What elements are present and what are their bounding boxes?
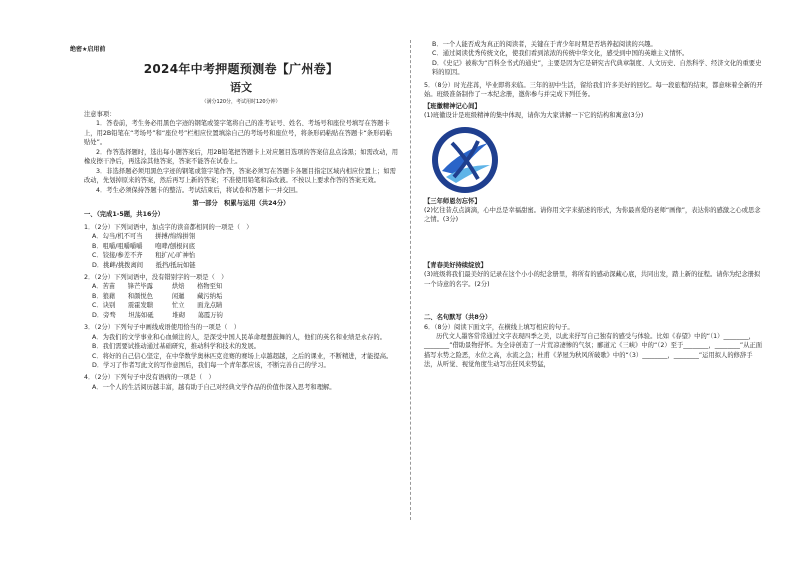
question-1-option[interactable]: A．勾当/机不可当 拼搏/绵绵拼翎	[92, 233, 196, 241]
task2-heading: 【三年师恩勿忘怀】	[424, 197, 481, 205]
question-1-option[interactable]: B．咀嚼/咀嚼嚼嚼 咆哮/刨根问底	[92, 242, 196, 250]
task3-heading: 【青春美好持续绽放】	[424, 261, 487, 269]
question-2-option[interactable]: C．诀别 震霍发聩 忙立 面龙点睛	[92, 302, 223, 310]
question-6-text: 历代文人墨客常常通过文字表现四季之美，以此来抒写自己独有的感受与体验。比如《春望》中的“（1）________，________”借助景物抒怀。为全诗创造了一片荒凉凄惨的气氛；郦道元《三峡》中的“（2）至于________，________”从正面描写水势之险恶，水位之高，水流之急；杜甫《茅屋为秋风所破歌》中的“（3）________，________”运用拟人的修辞手法，从听觉、视觉角度生动写出狂风来势猛，	[424, 333, 763, 369]
question-3-option[interactable]: B．我们需要试推动通过基础研究，推动科学和技术的发展。	[92, 343, 261, 351]
notice-item: 1．答卷前，考生务必用黑色字迹的钢笔或签字笔将自己的准考证号、姓名、考场号和座位号填写在答题卡上，用2B铅笔在“考场号”和“座位号”栏相应位置填涂自己的考场号和座位号，将条形码粘贴在答题卡“条形码粘贴处”。	[84, 120, 392, 147]
question-4-option[interactable]: A．一个人的生活阅历越丰富，越有助于自己对经典文学作品的价值作深入思考和理解。	[92, 383, 336, 391]
notice-item: 2．作答选择题时，选出每小题答案后，用2B铅笔把答题卡上对应题目选项的答案信息点涂黑；如需改动，用橡皮擦干净后，再选涂其他答案，答案不能答在试卷上。	[84, 148, 398, 166]
question-4-stem: 4．（2分）下列句子中没有语病的一项是（ ）	[84, 374, 215, 382]
section-two-heading: 二、名句默写（共8分）	[424, 314, 492, 322]
column-divider	[410, 40, 411, 520]
exam-note: （满分120分，考试用时120分钟）	[201, 98, 281, 105]
notice-item: 4．考生必须保持答题卡的整洁。考试结束后，将试卷和答题卡一并交回。	[96, 186, 302, 194]
notices-heading: 注意事项：	[84, 111, 116, 118]
task2-text: (2)忆往昔点点滴滴，心中总是幸福甜蜜。请你用文字来描述的形式，为你最喜爱的老师“画像”，表达你的感激之心或思念之情。(3分)	[424, 206, 761, 224]
question-2-stem: 2．（2分）下列词语中，没有错别字的一项是（ ）	[84, 274, 228, 281]
question-3-option[interactable]: D．学习了作者写此文的写作意图后，我们每一个青年都应该，不断完善自己的学习。	[92, 361, 330, 369]
question-2-option[interactable]: A．苦苗 锋芒毕露 烘焙 格物至知	[92, 283, 223, 291]
question-4-option[interactable]: D．《史记》被称为“百科全书式的通史”，主要是因为它是研究古代典章制度、人文历史、自然科学、经济文化的重要史料的原因。	[432, 59, 762, 77]
question-1-stem: 1．（2分）下列词语中，加点字的读音都相同的一项是（ ）	[84, 223, 253, 231]
task1-text: (1)班徽设计是班级精神的集中体现，请你为大家讲解一下它的结构和寓意(3分)	[424, 112, 644, 120]
question-1-option[interactable]: C．铰接/参差不齐 租扩/心旷神怡	[92, 252, 196, 260]
answer-space[interactable]	[424, 289, 764, 311]
class-emblem-logo	[430, 125, 500, 195]
emblem-icon	[430, 125, 500, 195]
question-2-option[interactable]: B．狼藉 和颜悦色 闲邋 藏污纳垢	[92, 292, 223, 300]
question-3-option[interactable]: C．将好的自己信心坚定，在中华数学奥林匹克竞赛的赛场上卓越超越，之后的课业，不断精进，才能提高。	[92, 352, 393, 360]
right-column	[424, 40, 764, 370]
question-6-stem: 6．（8分）阅读下面文字，在横线上填写相应的句子。	[424, 323, 574, 331]
notice-item: 3．非选择题必须用黑色字迹的钢笔或签字笔作答，答案必须写在答题卡各题目指定区域内相应位置上；如需改动，先划掉原来的答案，然后再写上新的答案；不准使用铅笔和涂改液。不按以上要求作答的答案无效。	[84, 167, 396, 185]
question-1-option[interactable]: D．挑衅/挑拨离间 抵挡/抵玩如链	[92, 261, 196, 269]
section-one-heading: 一、（完成1-5题，共16分）	[84, 211, 164, 219]
part1-heading: 第一部分 积累与运用（共24分）	[192, 199, 290, 207]
question-3-stem: 3．（2分）下列句子中画线成语使用恰当的一项是（ ）	[84, 324, 240, 332]
answer-space[interactable]	[424, 225, 764, 259]
exam-title: 2024年中考押题预测卷【广州卷】	[143, 62, 339, 76]
question-4-option[interactable]: B．一个人能否成为真正的阅读者，关键在于青少年时期是否培养起阅读的兴趣。	[432, 41, 657, 48]
task1-heading: 【班徽精神记心间】	[424, 102, 481, 110]
question-5-stem: 5．（8分）时光荏苒，毕业即将来临。三年的初中生活，留给我们许多美好的回忆。每一段旅程的结束，都意味着全新的开始。班级准备制作了一本纪念册，邀你参与并完成下列任务。	[424, 81, 763, 99]
question-3-option[interactable]: A．为我们的文学事业和心血倾注的人，是深受中国人民革命理想鼓舞的人，他们的英名和业绩是永存的。	[92, 333, 386, 341]
question-2-option[interactable]: D．旁骛 坦荡如砥 堆砌 蔼霞万钧	[92, 311, 223, 319]
question-4-option[interactable]: C．通过阅读优秀传统文化，使我们看到浓浓的传统中华文化，感受到中国的英雄主义情怀。	[432, 50, 689, 58]
exam-subject: 语文	[230, 81, 252, 94]
task3-text: (3)班级将我们最美好的记录在这个小小的纪念册里，将所有的感动深藏心底，共同出发，踏上新的征程。请你为纪念册拟一个诗意的名字。(2分)	[424, 271, 761, 288]
left-column	[84, 40, 398, 392]
secret-label: 绝密★启用前	[70, 46, 106, 53]
